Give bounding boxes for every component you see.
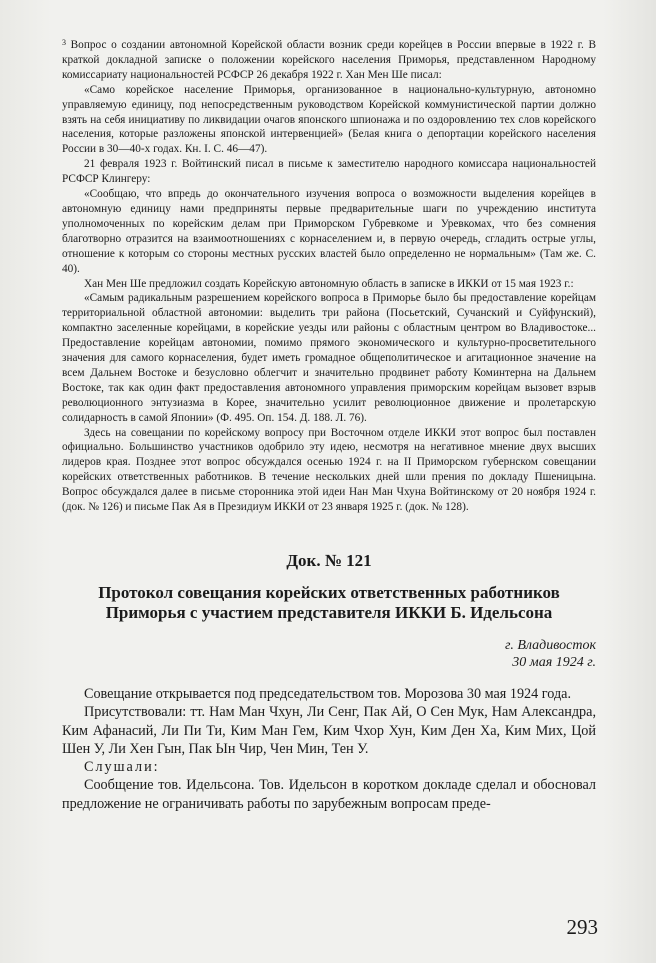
footnote-paragraph: Хан Мен Ше предложил создать Корейскую автономную область в записке в ИККИ от 15 мая 1923 г.: [84, 277, 574, 290]
document-title: Протокол совещания корейских ответственных работников Приморья с участием представителя ИККИ Б. Идельсона [98, 583, 560, 622]
body-heading-slushali: Слушали: [84, 759, 160, 776]
document-number: Док. № 121 [286, 551, 372, 570]
document-date: 30 мая 1924 г. [512, 655, 596, 670]
footnote-quote: «Само корейское население Приморья, организованное в национально-культурную, автономно управляемую единицу, под непосредственным руководством Корейской коммунистической партии должно взять на себя инициативу по ликвидации очагов японского шпионажа и по оздоровлению тех слов корейского населения, которые разложены японской интервенцией» (Белая книга о депортации корейского населения России в 30—40-х годах. Кн. I. С. 46—47). [62, 83, 596, 156]
body-paragraph: Совещание открывается под председательством тов. Морозова 30 мая 1924 года. [84, 686, 572, 702]
footnote-text: Вопрос о создании автономной Корейской области возник среди корейцев в России впервые в 1922 г. В краткой докладной записке о положении корейского населения Приморья, представленном Народному комиссариату национальностей РСФСР 26 декабря 1922 г. Хан Мен Ше писал: [62, 39, 596, 81]
page-number: 293 [566, 915, 598, 939]
document-place: г. Владивосток [505, 638, 596, 653]
footnote-paragraph: 21 февраля 1923 г. Войтинский писал в письме к заместителю народного комиссара национальностей РСФСР Клингеру: [62, 158, 596, 186]
footnote-paragraph [62, 38, 596, 83]
footnote-quote: «Сообщаю, что впредь до окончательного изучения вопроса о возможности выделения корейцев в автономную единицу нами предприняты первые предварительные шаги по учреждению института уполномоченных по корейским делам при Приморском Губревкоме и Уревкомах, что без сомнения благотворно отразится на взаимоотношениях с корнаселением и, в первую очередь, сгладить острые углы, отношение к которым со стороны местных русских властей было определенно не нормальным» (Там же. С. 40). [62, 188, 596, 275]
footnote-marker: 3 [62, 38, 66, 47]
footnote-quote: «Самым радикальным разрешением корейского вопроса в Приморье было бы предоставление корейцам территориальной областной автономии: выделить три района (Посьетский, Сучанский и Суйфунский), компактно заселенные корейцами, в корейские уезды или районы с областным центром во Владивостоке... Предоставление корейцам автономии, помимо прямого экономического и культурно-просветительного значения для самого корнаселения, будет иметь громадное общеполитическое и агитационное значение на всем Дальнем Востоке и безусловно облегчит и значительно продвинет работу Коминтерна на Дальнем Востоке, так как один факт предоставления автономного управления приморским корейцам вызовет взрыв революционного энтузиазма в Корее, значительно усилит революционное движение и пролетарскую солидарность в самой Японии» (Ф. 495. Оп. 154. Д. 188. Л. 76). [62, 292, 596, 424]
footnote-block [62, 38, 596, 515]
body-paragraph: Присутствовали: тт. Нам Ман Чхун, Ли Сенг, Пак Ай, О Сен Мук, Нам Александра, Ким Афанасий, Ли Пи Ти, Ким Ман Гем, Ким Чхор Хун, Ким Ден Ха, Ким Мих, Цой Шен У, Ли Хен Гын, Пак Ын Чир, Чен Мин, Тен У. [62, 704, 596, 757]
page-content [62, 38, 596, 813]
document-body [62, 685, 596, 813]
footnote-paragraph: Здесь на совещании по корейскому вопросу при Восточном отделе ИККИ этот вопрос был поставлен официально. Большинство участников одобрило эту идею, несмотря на негативное мнение двух высших лидеров края. Позднее этот вопрос обсуждался осенью 1924 г. на II Приморском губернском совещании корейских ответственных работников. В течение нескольких дней шли прения по докладу Пшеницына. Вопрос обсуждался далее в письме сторонника этой идеи Нан Ман Чхуна Войтинскому от 20 ноября 1924 г. (док. № 126) и письме Пак Ая в Президиум ИККИ от 23 января 1925 г. (док. № 128). [62, 426, 596, 514]
document-place-date [62, 637, 596, 671]
body-paragraph: Сообщение тов. Идельсона. Тов. Идельсон в коротком докладе сделал и обосновал предложение не ограничивать работы по зарубежным вопросам преде- [62, 777, 596, 812]
